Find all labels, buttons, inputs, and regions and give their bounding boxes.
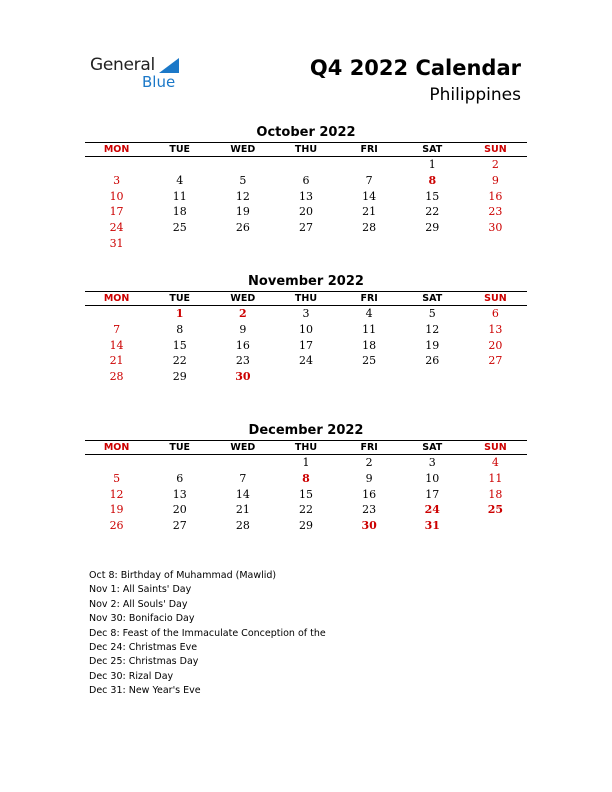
day-cell xyxy=(85,157,148,173)
week-row xyxy=(85,236,527,252)
week-row xyxy=(85,173,527,189)
week-row xyxy=(85,502,527,518)
day-cell xyxy=(211,157,274,173)
weekday-label: SUN xyxy=(484,293,507,304)
day-cell: 26 xyxy=(109,519,124,533)
weekday-label: MON xyxy=(103,144,130,155)
weekday-label: WED xyxy=(230,442,256,453)
week-row xyxy=(85,369,527,385)
day-cell: 11 xyxy=(172,189,187,203)
day-cell: 16 xyxy=(488,189,503,203)
day-cell: 18 xyxy=(362,338,377,352)
day-cell: 12 xyxy=(109,487,124,501)
day-cell: 27 xyxy=(488,354,503,368)
day-cell xyxy=(274,157,337,173)
day-cell: 17 xyxy=(425,487,440,501)
week-row xyxy=(85,353,527,369)
day-cell: 19 xyxy=(109,503,124,517)
day-cell xyxy=(274,236,337,252)
week-row xyxy=(85,518,527,534)
day-cell: 29 xyxy=(298,519,313,533)
day-cell: 19 xyxy=(235,205,250,219)
day-cell: 27 xyxy=(172,519,187,533)
day-cell: 31 xyxy=(424,519,440,533)
weekday-label: FRI xyxy=(360,442,378,453)
week-row xyxy=(85,204,527,220)
day-cell xyxy=(464,369,527,385)
day-cell: 22 xyxy=(298,503,313,517)
holiday-item: Dec 24: Christmas Eve xyxy=(89,642,198,654)
day-cell: 17 xyxy=(298,338,313,352)
day-cell xyxy=(338,236,401,252)
day-cell: 30 xyxy=(488,221,503,235)
day-cell: 19 xyxy=(425,338,440,352)
day-cell: 25 xyxy=(172,221,187,235)
weekday-label: THU xyxy=(294,442,318,453)
weekday-label: TUE xyxy=(169,442,191,453)
day-cell xyxy=(401,236,464,252)
weekday-label: SUN xyxy=(484,144,507,155)
page-title: Q4 2022 Calendar xyxy=(309,56,521,80)
day-cell: 21 xyxy=(362,205,377,219)
day-cell: 13 xyxy=(298,189,313,203)
day-cell: 9 xyxy=(239,322,247,336)
day-cell: 20 xyxy=(488,338,503,352)
logo-triangle-icon xyxy=(159,58,179,73)
day-cell: 3 xyxy=(113,173,121,187)
weekday-label: FRI xyxy=(360,144,378,155)
day-cell: 9 xyxy=(365,471,373,485)
day-cell: 24 xyxy=(424,503,440,517)
day-cell: 26 xyxy=(425,354,440,368)
day-cell xyxy=(211,236,274,252)
day-cell: 2 xyxy=(491,158,499,171)
day-cell: 16 xyxy=(235,338,250,352)
weekday-label: MON xyxy=(103,442,130,453)
day-cell: 5 xyxy=(239,173,247,187)
day-cell: 14 xyxy=(109,338,124,352)
holiday-item: Nov 30: Bonifacio Day xyxy=(89,613,195,625)
day-cell xyxy=(85,455,148,471)
holiday-item: Oct 8: Birthday of Muhammad (Mawlid) xyxy=(89,570,277,581)
generalblue-logo xyxy=(90,55,200,95)
day-cell: 18 xyxy=(488,487,503,501)
day-cell: 23 xyxy=(488,205,503,219)
logo-general-text: General xyxy=(90,55,155,75)
day-cell: 28 xyxy=(362,221,377,235)
day-cell: 29 xyxy=(172,370,187,384)
weekday-label: THU xyxy=(294,144,318,155)
day-cell xyxy=(464,518,527,534)
holiday-item: Nov 2: All Souls' Day xyxy=(89,598,188,610)
day-cell: 4 xyxy=(365,307,373,320)
day-cell: 4 xyxy=(491,456,499,469)
day-cell xyxy=(464,236,527,252)
day-cell: 21 xyxy=(235,503,250,517)
day-cell: 10 xyxy=(298,322,313,336)
day-cell: 6 xyxy=(302,173,310,187)
day-cell: 20 xyxy=(172,503,187,517)
day-cell xyxy=(338,369,401,385)
week-row xyxy=(85,306,527,322)
day-cell: 2 xyxy=(239,307,247,320)
week-row xyxy=(85,220,527,236)
weekday-header xyxy=(85,440,527,455)
day-cell: 3 xyxy=(428,456,436,469)
day-cell: 1 xyxy=(428,158,436,171)
day-cell: 7 xyxy=(365,173,373,187)
week-row xyxy=(85,487,527,503)
day-cell: 15 xyxy=(425,189,440,203)
weekday-label: FRI xyxy=(360,293,378,304)
day-cell: 5 xyxy=(113,471,121,485)
weekday-header xyxy=(85,142,527,157)
holiday-list xyxy=(89,569,389,699)
week-row xyxy=(85,322,527,338)
day-cell: 11 xyxy=(362,322,377,336)
day-cell: 14 xyxy=(362,189,377,203)
week-row xyxy=(85,471,527,487)
day-cell: 9 xyxy=(491,173,499,187)
day-cell: 31 xyxy=(109,236,124,250)
day-cell: 21 xyxy=(109,354,124,368)
day-cell: 24 xyxy=(298,354,313,368)
weekday-label: SAT xyxy=(422,442,443,453)
day-cell xyxy=(85,306,148,322)
day-cell: 14 xyxy=(235,487,250,501)
weekday-label: SAT xyxy=(422,293,443,304)
weekday-header xyxy=(85,291,527,306)
day-cell: 28 xyxy=(109,370,124,384)
day-cell: 22 xyxy=(172,354,187,368)
month-title: October 2022 xyxy=(256,125,356,140)
month-block xyxy=(85,273,527,385)
day-cell: 26 xyxy=(235,221,250,235)
day-cell: 18 xyxy=(172,205,187,219)
country-name: Philippines xyxy=(429,85,521,105)
day-cell xyxy=(148,157,211,173)
day-cell: 23 xyxy=(235,354,250,368)
weekday-label: TUE xyxy=(169,293,191,304)
day-cell xyxy=(274,369,337,385)
day-cell: 25 xyxy=(362,354,377,368)
day-cell: 29 xyxy=(425,221,440,235)
weekday-label: THU xyxy=(294,293,318,304)
day-cell: 2 xyxy=(365,456,373,469)
day-cell: 15 xyxy=(172,338,187,352)
day-cell: 16 xyxy=(362,487,377,501)
day-cell: 8 xyxy=(428,173,437,187)
holiday-item: Dec 8: Feast of the Immaculate Conception of the xyxy=(89,627,326,639)
day-cell xyxy=(148,455,211,471)
logo-blue-text: Blue xyxy=(142,73,176,91)
day-cell: 8 xyxy=(176,322,184,336)
week-row xyxy=(85,189,527,205)
day-cell: 7 xyxy=(239,471,247,485)
day-cell: 5 xyxy=(428,307,436,320)
month-block xyxy=(85,124,527,252)
weekday-label: SUN xyxy=(484,442,507,453)
day-cell xyxy=(211,455,274,471)
week-row xyxy=(85,338,527,354)
day-cell xyxy=(148,236,211,252)
day-cell: 1 xyxy=(175,307,184,320)
holiday-item: Dec 30: Rizal Day xyxy=(89,670,174,682)
weekday-label: WED xyxy=(230,293,256,304)
weekday-label: SAT xyxy=(422,144,443,155)
day-cell: 17 xyxy=(109,205,124,219)
day-cell: 13 xyxy=(172,487,187,501)
day-cell: 25 xyxy=(487,503,504,517)
day-cell xyxy=(401,369,464,385)
holiday-item: Dec 25: Christmas Day xyxy=(89,656,199,668)
day-cell xyxy=(338,157,401,173)
week-row xyxy=(85,157,527,173)
weekday-label: TUE xyxy=(169,144,191,155)
day-cell: 6 xyxy=(176,471,184,485)
weekday-label: WED xyxy=(230,144,256,155)
weekday-label: MON xyxy=(103,293,130,304)
day-cell: 13 xyxy=(488,322,503,336)
holiday-item: Nov 1: All Saints' Day xyxy=(89,584,192,596)
day-cell: 20 xyxy=(298,205,313,219)
day-cell: 12 xyxy=(235,189,250,203)
day-cell: 7 xyxy=(113,322,121,336)
day-cell: 27 xyxy=(298,221,313,235)
day-cell: 1 xyxy=(302,456,310,469)
day-cell: 10 xyxy=(425,471,440,485)
day-cell: 10 xyxy=(109,189,124,203)
day-cell: 6 xyxy=(491,307,499,320)
holiday-item: Dec 31: New Year's Eve xyxy=(89,685,201,697)
month-title: November 2022 xyxy=(248,274,364,289)
day-cell: 30 xyxy=(361,519,377,533)
day-cell: 28 xyxy=(235,519,250,533)
month-title: December 2022 xyxy=(248,423,364,438)
day-cell: 24 xyxy=(109,221,124,235)
day-cell: 12 xyxy=(425,322,440,336)
month-block xyxy=(85,422,527,534)
day-cell: 30 xyxy=(235,370,251,384)
day-cell: 11 xyxy=(488,471,503,485)
day-cell: 23 xyxy=(362,503,377,517)
day-cell: 15 xyxy=(298,487,313,501)
day-cell: 22 xyxy=(425,205,440,219)
day-cell: 8 xyxy=(302,471,310,485)
day-cell: 4 xyxy=(176,173,184,187)
week-row xyxy=(85,455,527,471)
day-cell: 3 xyxy=(302,307,310,320)
